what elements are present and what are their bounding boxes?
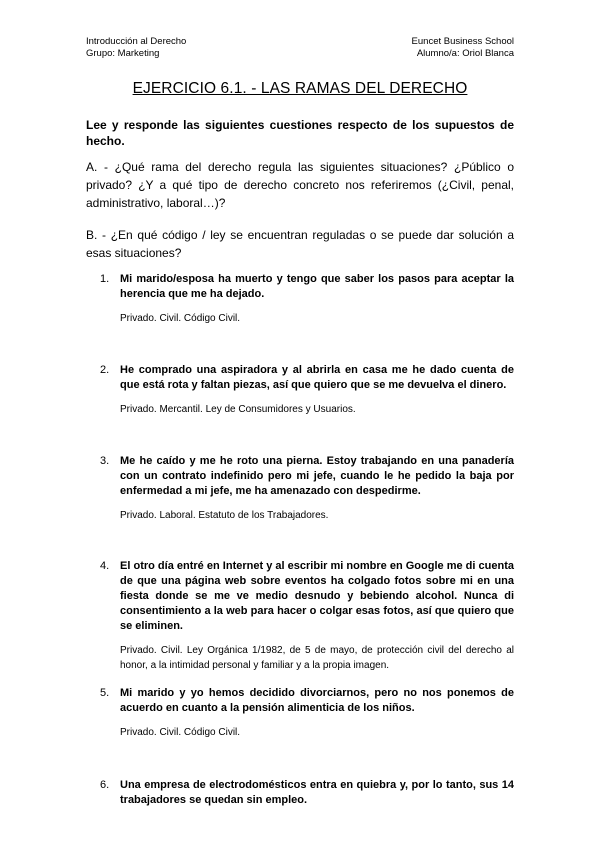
question-b: B. - ¿En qué código / ley se encuentran reguladas o se puede dar solución a esas situaciones?: [86, 228, 514, 260]
case-answer: Privado. Civil. Código Civil.: [120, 313, 241, 324]
case-number: 3.: [100, 455, 110, 467]
case-number: 6.: [100, 779, 110, 791]
case-answer: Privado. Laboral. Estatuto de los Trabajadores.: [120, 510, 329, 521]
case-item-4: [100, 559, 514, 673]
case-question: Mi marido/esposa ha muerto y tengo que saber los pasos para aceptar la herencia que me ha dejado.: [120, 273, 514, 300]
exercise-title: EJERCICIO 6.1. - LAS RAMAS DEL DERECHO: [132, 80, 468, 97]
case-list: [100, 272, 514, 808]
group-name: Grupo: Marketing: [86, 48, 160, 59]
case-item-6: [100, 778, 514, 808]
question-a: A. - ¿Qué rama del derecho regula las siguientes situaciones? ¿Público o privado? ¿Y a qué tipo de derecho concreto nos referiremos (¿Civil, penal, administrativo, laboral…)?: [86, 160, 514, 210]
student-name: Alumno/a: Oriol Blanca: [416, 48, 514, 59]
case-item-1: [100, 272, 514, 326]
page-header: [86, 36, 514, 60]
case-number: 1.: [100, 273, 110, 285]
case-question: He comprado una aspiradora y al abrirla en casa me he dado cuenta de que está rota y faltan piezas, así que quiero que se me devuelva el dinero.: [120, 364, 514, 391]
case-answer: Privado. Civil. Ley Orgánica 1/1982, de 5 de mayo, de protección civil del derecho al honor, a la intimidad personal y familiar y a la propia imagen.: [120, 645, 514, 671]
case-answer: Privado. Civil. Código Civil.: [120, 727, 241, 738]
case-question: Mi marido y yo hemos decidido divorciarnos, pero no nos ponemos de acuerdo en cuanto a la pensión alimenticia de los niños.: [120, 687, 514, 714]
case-number: 5.: [100, 687, 110, 699]
case-item-3: [100, 454, 514, 523]
case-number: 2.: [100, 364, 110, 376]
course-name: Introducción al Derecho: [86, 36, 187, 47]
intro-instructions: Lee y responde las siguientes cuestiones respecto de los supuestos de hecho.: [86, 118, 514, 148]
case-item-5: [100, 686, 514, 740]
case-question: Una empresa de electrodomésticos entra en quiebra y, por lo tanto, sus 14 trabajadores se quedan sin empleo.: [120, 779, 514, 806]
case-answer: Privado. Mercantil. Ley de Consumidores y Usuarios.: [120, 404, 356, 415]
case-number: 4.: [100, 560, 110, 572]
case-item-2: [100, 363, 514, 417]
case-question: El otro día entré en Internet y al escribir mi nombre en Google me di cuenta de que una página web sobre eventos ha colgado fotos sobre mi en una fiesta donde se me ve medio desnudo y bebiendo alcohol. Nunca di consentimiento a la web para hacer o colgar esas fotos, así que quiero que se eliminen.: [120, 560, 514, 632]
case-question: Me he caído y me he roto una pierna. Estoy trabajando en una panadería con un contrato indefinido pero mi jefe, cuando le he pedido la baja por enfermedad a mi jefe, me ha amenazado con despedirme.: [120, 455, 514, 497]
school-name: Euncet Business School: [411, 36, 514, 47]
